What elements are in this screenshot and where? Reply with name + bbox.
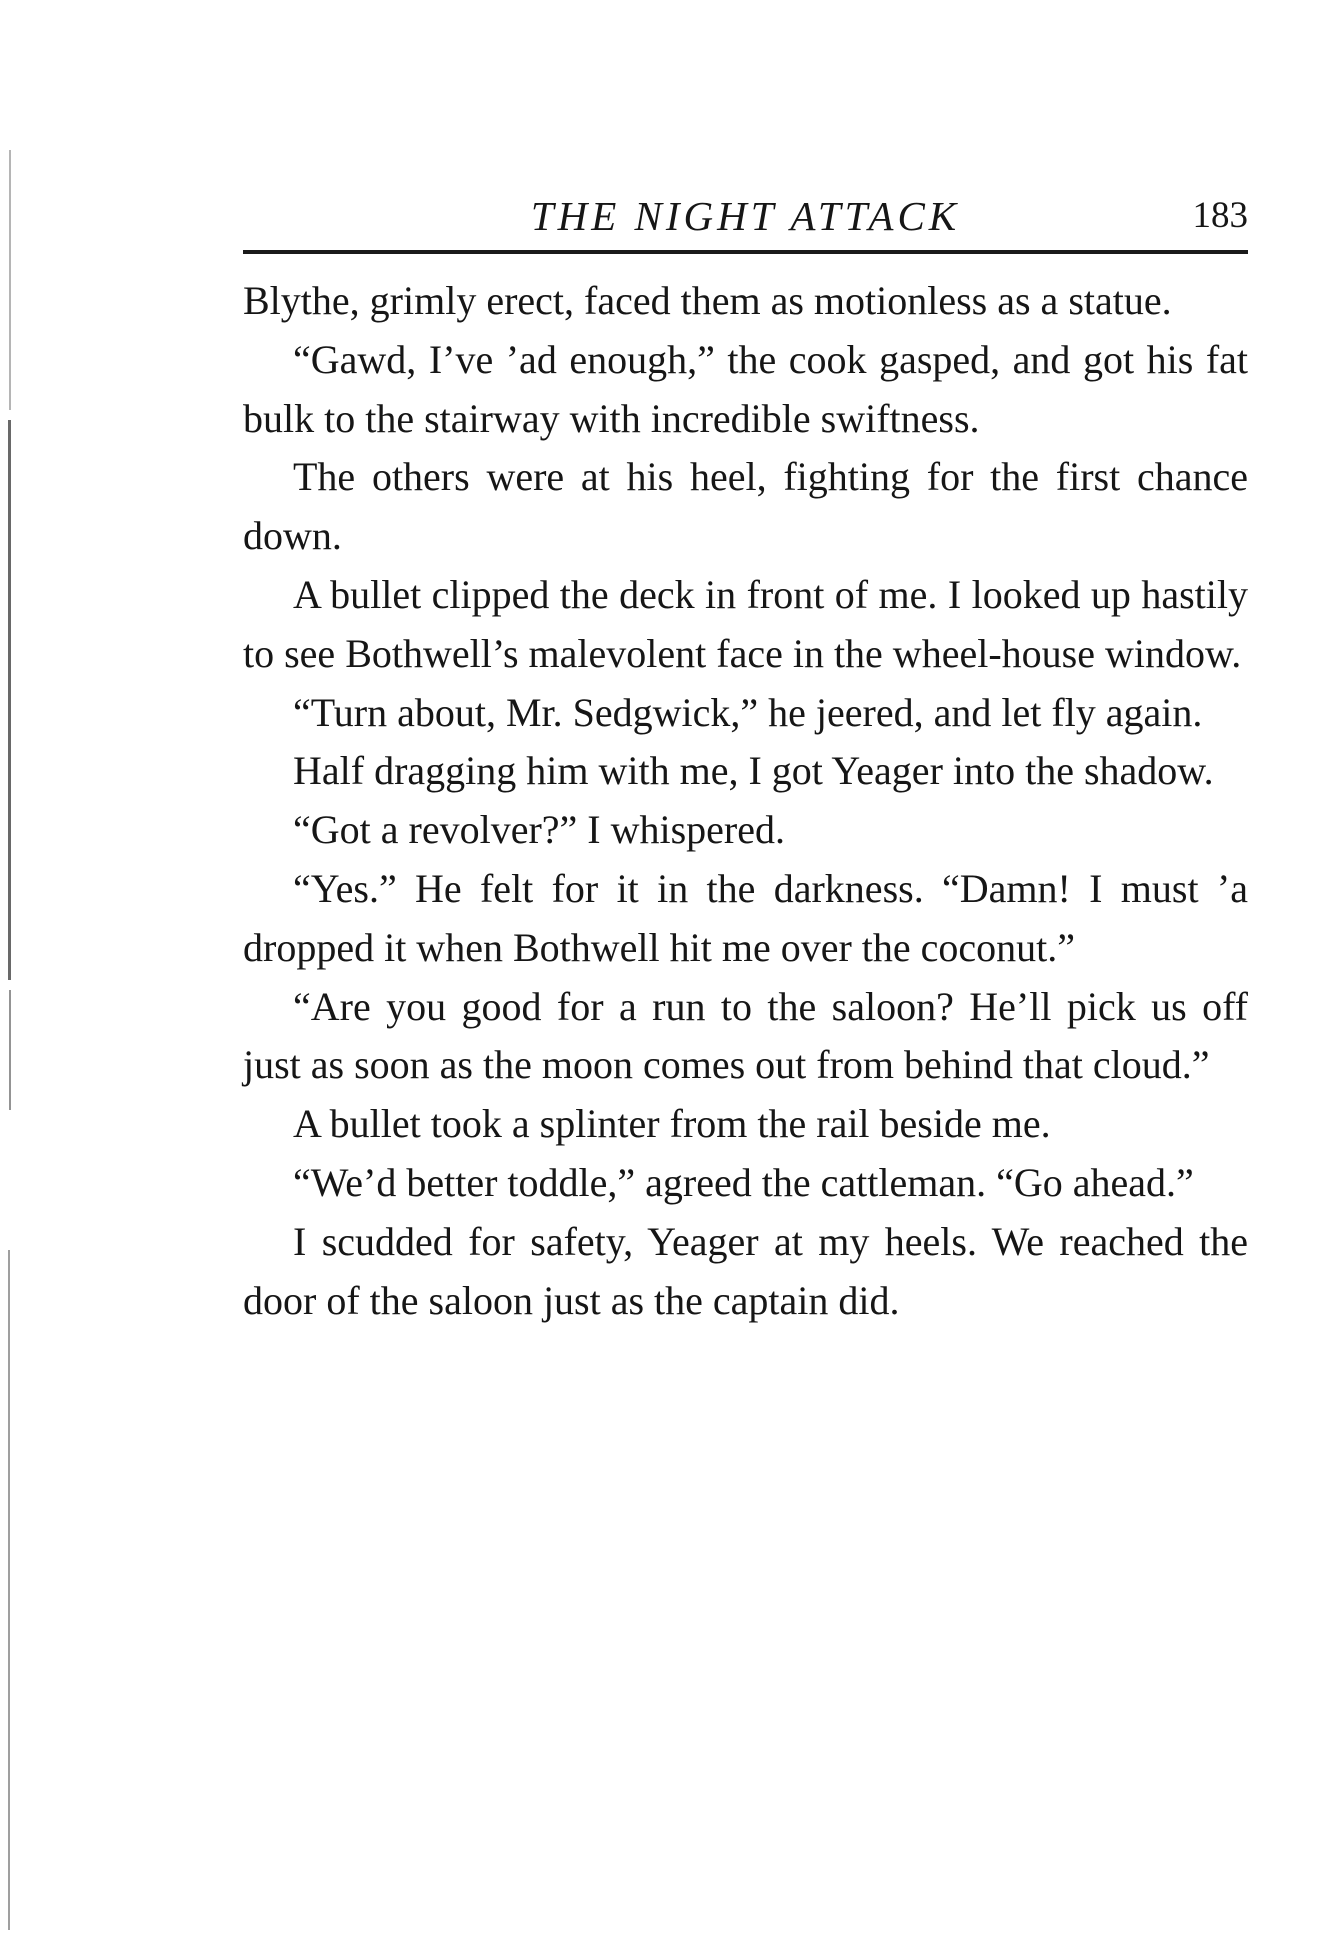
- body-text: [243, 272, 1248, 1330]
- running-head: [243, 190, 1248, 254]
- chapter-title: THE NIGHT ATTACK: [530, 193, 961, 239]
- binding-edge-shadow: [0, 0, 140, 1955]
- paragraph: A bullet took a splinter from the rail beside me.: [293, 1101, 1051, 1147]
- paragraph: “Turn about, Mr. Sedgwick,” he jeered, and let fly again.: [293, 689, 1203, 735]
- paragraph: “We’d better toddle,” agreed the cattleman. “Go ahead.”: [293, 1159, 1194, 1205]
- paragraph: The others were at his heel, fighting for the first chance down.: [243, 454, 1248, 559]
- paragraph: “Yes.” He felt for it in the darkness. “Damn! I must ’a dropped it when Bothwell hit me over the coconut.”: [243, 865, 1248, 970]
- page-number: 183: [1192, 195, 1248, 236]
- paragraph: I scudded for safety, Yeager at my heels. We reached the door of the saloon just as the captain did.: [243, 1218, 1248, 1323]
- paragraph: “Got a revolver?” I whispered.: [293, 807, 785, 853]
- paragraph: “Gawd, I’ve ’ad enough,” the cook gasped, and got his fat bulk to the stairway with incredible swiftness.: [243, 336, 1248, 441]
- paragraph: Blythe, grimly erect, faced them as motionless as a statue.: [243, 278, 1172, 323]
- paragraph: A bullet clipped the deck in front of me. I looked up hastily to see Bothwell’s malevolent face in the wheel-house window.: [243, 571, 1248, 676]
- paragraph: “Are you good for a run to the saloon? He’ll pick us off just as soon as the moon comes out from behind that cloud.”: [243, 983, 1248, 1088]
- paragraph: Half dragging him with me, I got Yeager into the shadow.: [293, 748, 1214, 794]
- book-page: [243, 190, 1248, 1330]
